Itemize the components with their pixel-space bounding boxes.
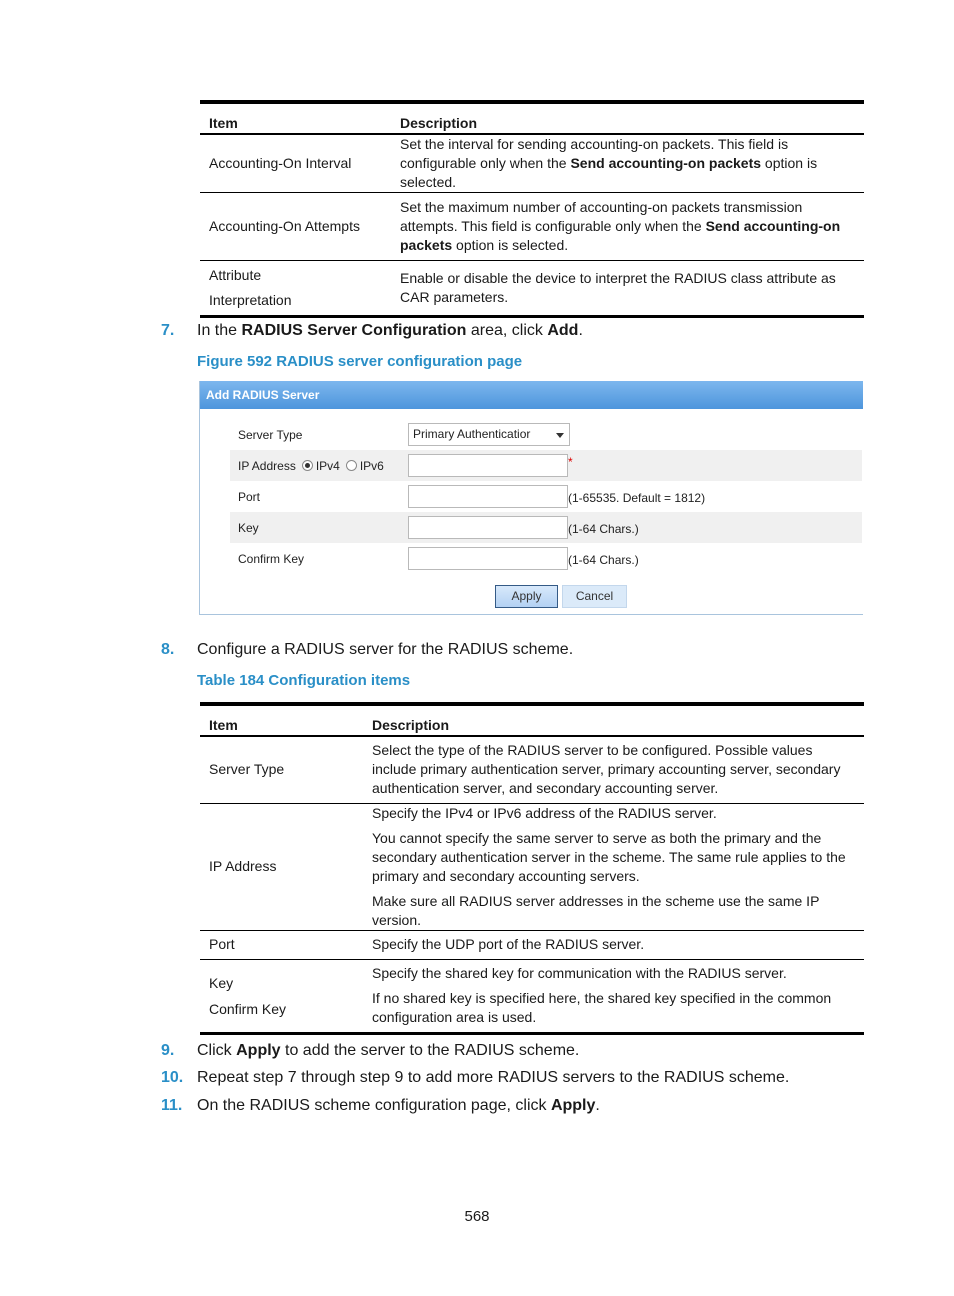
table-row: [200, 261, 864, 317]
column-header-item: Item: [209, 717, 238, 733]
apply-button[interactable]: Apply: [495, 585, 558, 608]
key-row: [230, 512, 862, 543]
ipv4-radio[interactable]: [302, 460, 313, 471]
required-mark: *: [568, 455, 573, 469]
description-cell: Set the maximum number of accounting-on packets transmission attempts. This field is configurable only when the Send accounting-on packets option is selected.: [400, 199, 841, 253]
item-cell: Accounting-On Interval: [209, 155, 352, 171]
key-label: Key: [238, 521, 259, 535]
panel-title: Add RADIUS Server: [200, 381, 863, 409]
description-cell: Set the interval for sending accounting-on packets. This field is configurable only when the Send accounting-on packets option is selected.: [400, 136, 818, 190]
column-header-description: Description: [400, 115, 478, 131]
ipv6-label: IPv6: [359, 459, 384, 473]
step-8: 8. Configure a RADIUS server for the RADIUS scheme.: [161, 641, 574, 658]
port-row: [230, 481, 862, 512]
ipv4-label: IPv4: [315, 459, 340, 473]
table-row: [200, 193, 864, 261]
confirm-key-input[interactable]: [408, 547, 568, 570]
server-type-label: Server Type: [238, 428, 303, 442]
cancel-button[interactable]: Cancel: [562, 585, 627, 608]
ip-address-label: IP Address: [238, 459, 296, 473]
configuration-items-table: [200, 702, 864, 1035]
accounting-items-table: [200, 100, 864, 318]
server-type-row: [230, 419, 862, 450]
step-10: 10. Repeat step 7 through step 9 to add more RADIUS servers to the RADIUS scheme.: [161, 1069, 790, 1086]
confirm-key-label: Confirm Key: [238, 552, 305, 566]
chevron-down-icon: [556, 433, 564, 438]
page-number: 568: [464, 1208, 490, 1225]
item-cell: IP Address: [209, 858, 277, 874]
description-cell: Specify the UDP port of the RADIUS server.: [372, 936, 645, 952]
server-type-select[interactable]: [408, 423, 570, 446]
table-row: [200, 959, 864, 1033]
port-input[interactable]: [408, 485, 568, 508]
ipv6-radio[interactable]: [346, 460, 357, 471]
ip-address-row: [230, 450, 862, 481]
confirm-key-row: [230, 543, 862, 574]
table-row: [200, 134, 864, 193]
table-row: [200, 930, 864, 959]
item-cell: Accounting-On Attempts: [209, 218, 360, 234]
add-radius-server-screenshot: [199, 381, 863, 615]
ip-address-input[interactable]: [408, 454, 568, 477]
description-cell: Select the type of the RADIUS server to be configured. Possible values include primary authentication server, primary accounting server, secondary authentication server, and secondary accounting server.: [372, 742, 841, 797]
port-hint: (1-65535. Default = 1812): [568, 491, 706, 505]
table-caption: Table 184 Configuration items: [197, 672, 411, 689]
item-cell: Server Type: [209, 761, 285, 778]
server-type-value: Primary Authenticatior: [413, 427, 531, 441]
description-cell: Specify the IPv4 or IPv6 address of the RADIUS server. You cannot specify the same server to serve as both the primary and the secondary authentication server in the scheme. The same rule applies to the primary and secondary accounting servers. Make sure all RADIUS server addresses in the scheme use the same IP version.: [372, 804, 846, 928]
column-header-item: Item: [209, 115, 238, 131]
item-cell: Key Confirm Key: [209, 974, 287, 1017]
key-hint: (1-64 Chars.): [568, 522, 639, 536]
table-row: [200, 803, 864, 930]
port-label: Port: [238, 490, 261, 504]
step-11: 11. On the RADIUS scheme configuration page, click Apply.: [161, 1097, 600, 1114]
table-row: [200, 736, 864, 803]
figure-caption: Figure 592 RADIUS server configuration page: [197, 353, 523, 370]
step-9: 9. Click Apply to add the server to the RADIUS scheme.: [161, 1042, 580, 1059]
description-cell: Specify the shared key for communication with the RADIUS server. If no shared key is specified here, the shared key specified in the common configuration area is used.: [372, 965, 832, 1025]
key-input[interactable]: [408, 516, 568, 539]
item-cell: Attribute Interpretation: [209, 267, 292, 308]
step-7: 7. In the RADIUS Server Configuration area, click Add.: [161, 322, 583, 339]
table-header-row: [200, 102, 864, 134]
description-cell: Enable or disable the device to interpret the RADIUS class attribute as CAR parameters.: [400, 270, 836, 305]
confirm-key-hint: (1-64 Chars.): [568, 553, 639, 567]
table-header-row: [200, 704, 864, 736]
column-header-description: Description: [372, 717, 450, 733]
item-cell: Port: [209, 936, 235, 952]
